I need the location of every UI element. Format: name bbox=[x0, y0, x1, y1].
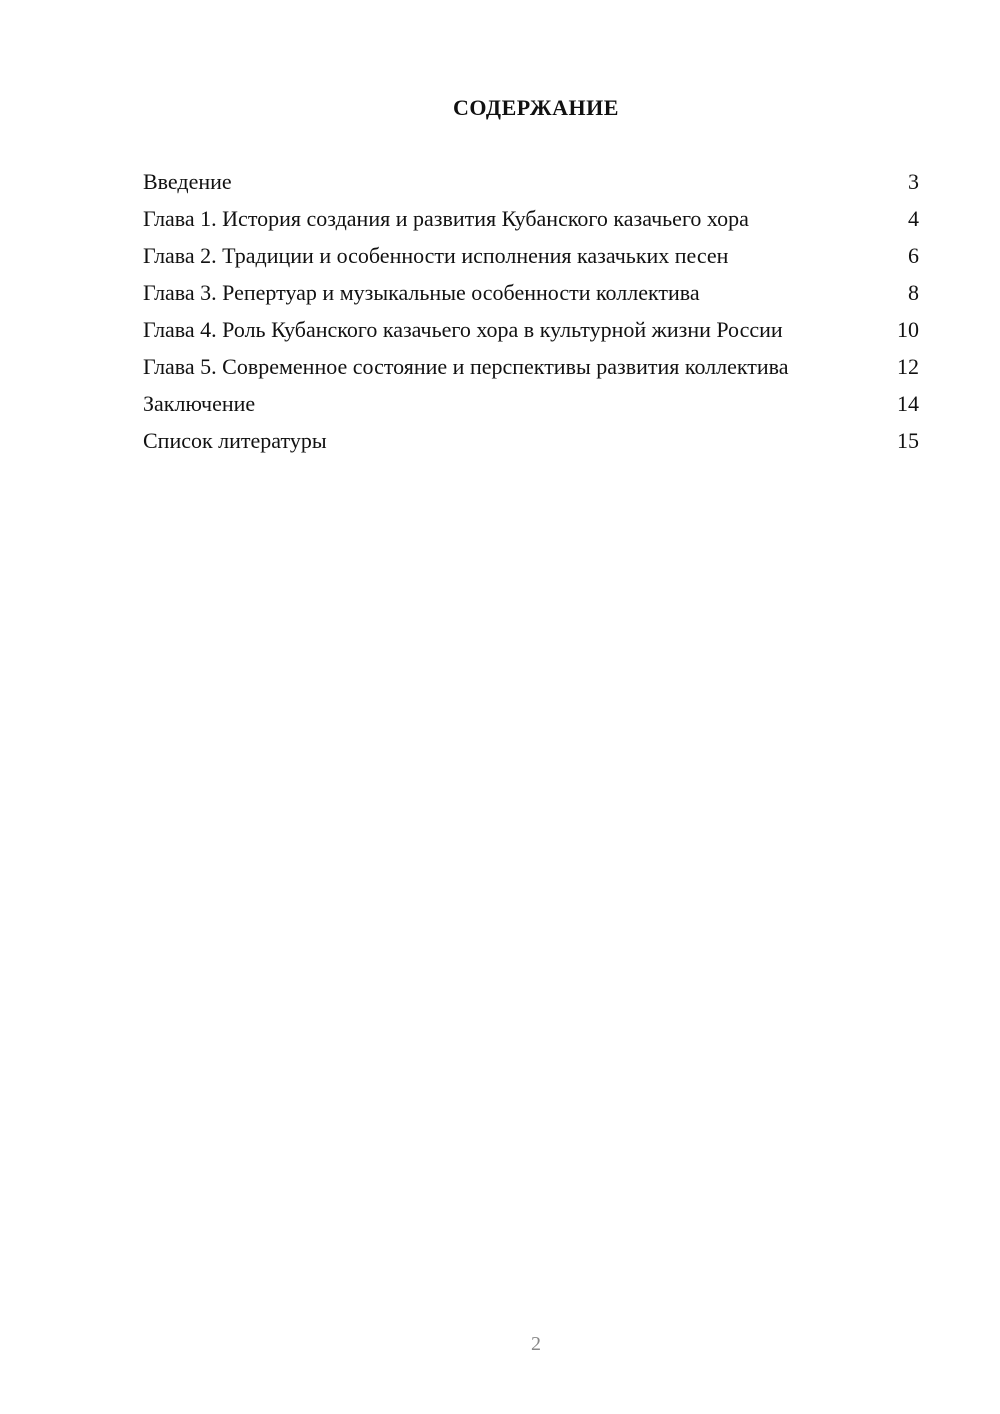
page-number: 2 bbox=[531, 1333, 541, 1355]
toc-entry-page: 3 bbox=[908, 169, 919, 194]
toc-entry-chapter-2 bbox=[143, 242, 919, 270]
toc-entry-page: 14 bbox=[897, 391, 919, 416]
toc-entry-label: Глава 3. Репертуар и музыкальные особенности коллектива bbox=[143, 280, 700, 305]
toc-entry-label: Список литературы bbox=[143, 428, 327, 453]
toc-entry-page: 4 bbox=[908, 206, 919, 231]
toc-entry-label: Глава 5. Современное состояние и перспективы развития коллектива bbox=[143, 354, 789, 379]
toc-entry-chapter-1 bbox=[143, 205, 919, 233]
toc-entry-page: 12 bbox=[897, 354, 919, 379]
table-of-contents bbox=[143, 168, 919, 464]
toc-entry-chapter-4 bbox=[143, 316, 919, 344]
toc-entry-page: 8 bbox=[908, 280, 919, 305]
toc-entry-chapter-5 bbox=[143, 353, 919, 381]
toc-entry-label: Введение bbox=[143, 169, 232, 194]
toc-entry-label: Глава 1. История создания и развития Кубанского казачьего хора bbox=[143, 206, 749, 231]
toc-title: СОДЕРЖАНИЕ bbox=[453, 95, 619, 120]
toc-entry-page: 15 bbox=[897, 428, 919, 453]
toc-entry-bibliography bbox=[143, 427, 919, 455]
toc-entry-page: 6 bbox=[908, 243, 919, 268]
toc-entry-label: Глава 4. Роль Кубанского казачьего хора в культурной жизни России bbox=[143, 317, 783, 342]
toc-entry-chapter-3 bbox=[143, 279, 919, 307]
toc-entry-conclusion bbox=[143, 390, 919, 418]
toc-entry-label: Заключение bbox=[143, 391, 256, 416]
toc-entry-label: Глава 2. Традиции и особенности исполнения казачьких песен bbox=[143, 243, 729, 268]
toc-entry-introduction bbox=[143, 168, 919, 196]
toc-entry-page: 10 bbox=[897, 317, 919, 342]
